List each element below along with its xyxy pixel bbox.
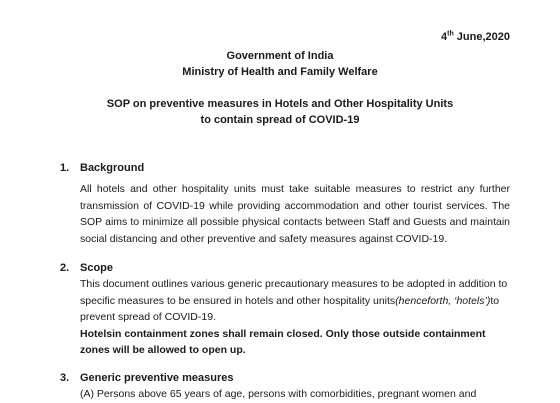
scope-text-part-2: to prevent spread of COVID-19. — [80, 294, 500, 323]
section-number: 1. — [60, 162, 70, 174]
document-title — [0, 96, 560, 128]
scope-text-italic: (henceforth, ‘hotels’) — [395, 294, 491, 307]
section-heading — [60, 260, 113, 276]
section-heading — [60, 370, 233, 386]
document-date — [441, 30, 510, 44]
scope-paragraph — [80, 276, 510, 326]
section-body: All hotels and other hospitality units must take suitable measures to restrict any further transmission of COVID-19 while providing accommodation and other tourist services. The SOP aims to minimize all possible physical contacts between Staff and Guests and maintain social distancing and other preventive and safety measures against COVID-19. — [80, 183, 510, 245]
section-title: Background — [80, 162, 145, 174]
section-body: (A) Persons above 65 years of age, persons with comorbidities, pregnant women and — [80, 388, 477, 400]
section-number: 3. — [60, 372, 70, 384]
title-line-2: to contain spread of COVID-19 — [200, 114, 360, 126]
date-day: 4 — [441, 31, 448, 43]
section-title: Scope — [80, 262, 114, 274]
government-name: Government of India — [226, 50, 334, 62]
section-title: Generic preventive measures — [80, 372, 234, 384]
issuing-authority — [0, 48, 560, 80]
ministry-name: Ministry of Health and Family Welfare — [182, 66, 378, 78]
title-line-1: SOP on preventive measures in Hotels and Other Hospitality Units — [106, 98, 454, 110]
section-heading — [60, 160, 144, 176]
date-suffix: th — [447, 30, 454, 38]
section-body — [80, 276, 510, 359]
section-number: 2. — [60, 262, 70, 274]
date-rest: June,2020 — [453, 31, 510, 43]
scope-text-part-1: This document outlines various generic precautionary measures to be adopted in addition to specific measures to be ensured in hotels and other hospitality units — [80, 278, 508, 307]
containment-note: Hotelsin containment zones shall remain closed. Only those outside containment zones will be allowed to open up. — [80, 327, 486, 356]
